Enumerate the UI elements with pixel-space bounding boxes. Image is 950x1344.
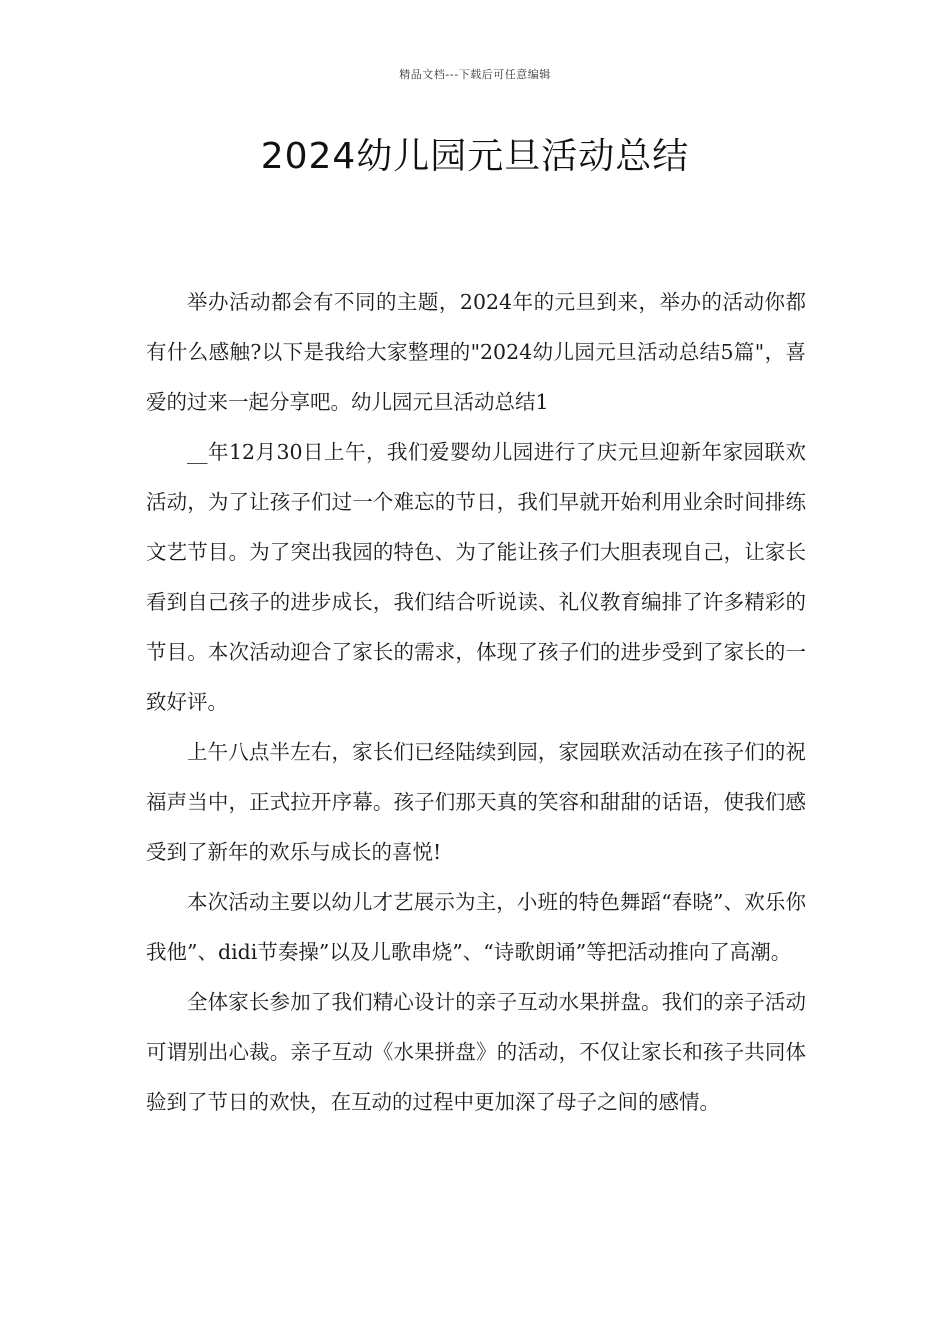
paragraph-event-overview: __年12月30日上午，我们爱婴幼儿园进行了庆元旦迎新年家园联欢活动，为了让孩子们过一个难忘的节日，我们早就开始利用业余时间排练文艺节目。为了突出我园的特色、为了能让孩子们大胆表现自己，让家长看到自己孩子的进步成长，我们结合听说读、礼仪教育编排了许多精彩的节目。本次活动迎合了家长的需求，体现了孩子们的进步受到了家长的一致好评。 bbox=[146, 440, 806, 714]
paragraph-parent-child: 全体家长参加了我们精心设计的亲子互动水果拼盘。我们的亲子活动可谓别出心裁。亲子互动《水果拼盘》的活动，不仅让家长和孩子共同体验到了节日的欢快，在互动的过程中更加深了母子之间的感情。 bbox=[146, 990, 806, 1114]
running-header: 精品文档---下载后可任意编辑 bbox=[399, 68, 551, 81]
paragraph-opening: 上午八点半左右，家长们已经陆续到园，家园联欢活动在孩子们的祝福声当中，正式拉开序幕。孩子们那天真的笑容和甜甜的话语，使我们感受到了新年的欢乐与成长的喜悦! bbox=[146, 740, 806, 864]
paragraph-performances: 本次活动主要以幼儿才艺展示为主，小班的特色舞蹈“春晓”、欢乐你我他”、didi节奏操”以及儿歌串烧”、“诗歌朗诵”等把活动推向了高潮。 bbox=[146, 890, 806, 964]
document-title: 2024幼儿园元旦活动总结 bbox=[260, 136, 690, 177]
document-body bbox=[146, 277, 806, 1127]
paragraph-intro: 举办活动都会有不同的主题，2024年的元旦到来，举办的活动你都有什么感触?以下是我给大家整理的"2024幼儿园元旦活动总结5篇"，喜爱的过来一起分享吧。幼儿园元旦活动总结1 bbox=[146, 290, 806, 414]
